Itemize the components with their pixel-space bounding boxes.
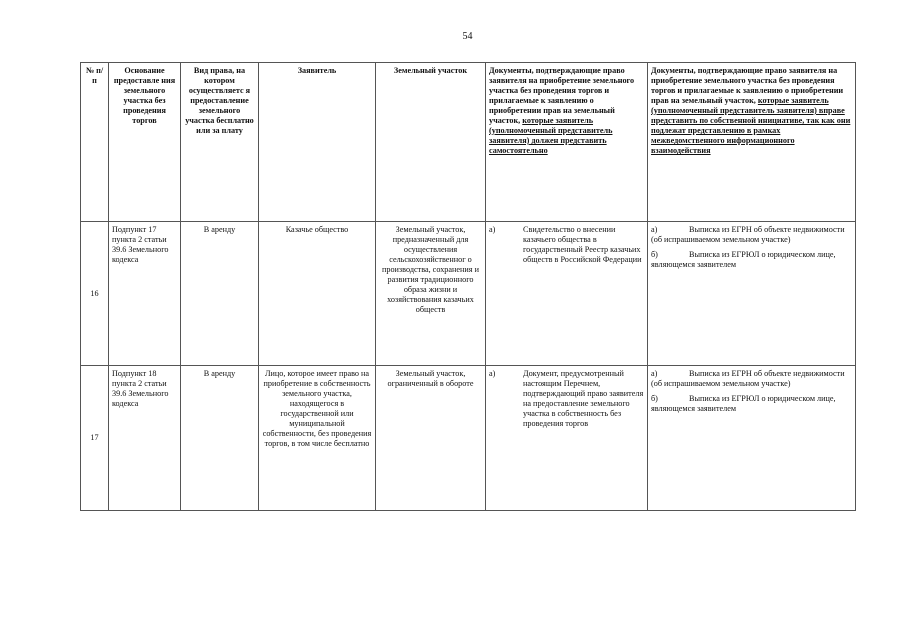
header-applicant: Заявитель [259, 63, 376, 222]
table-header-row [81, 63, 856, 222]
header-number: № п/п [81, 63, 109, 222]
header-basis: Основание предоставле ния земельного участка без проведения торгов [109, 63, 181, 222]
row-number: 16 [81, 222, 109, 366]
page-number: 54 [462, 31, 473, 42]
row-basis: Подпункт 17 пункта 2 статьи 39.6 Земельного кодекса [109, 222, 181, 366]
row-basis: Подпункт 18 пункта 2 статьи 39.6 Земельного кодекса [109, 366, 181, 511]
land-plot-documents-table [80, 62, 856, 511]
table-row [81, 222, 856, 366]
doc-item [651, 394, 852, 414]
header-right-type: Вид права, на котором осуществляетс я предоставление земельного участка бесплатно или за плату [181, 63, 259, 222]
doc-item-label: а) [489, 369, 496, 378]
row-land-plot: Земельный участок, ограниченный в обороте [376, 366, 486, 511]
row-docs-interagency [648, 222, 856, 366]
doc-item-label: а) [489, 225, 496, 234]
row-land-plot: Земельный участок, предназначенный для осуществления сельскохозяйственног о производства, сохранения и развития традиционного образа жизни и хозяйствования казачьих обществ [376, 222, 486, 366]
row-docs-own [486, 222, 648, 366]
row-docs-interagency [648, 366, 856, 511]
doc-item [489, 225, 644, 265]
header-docs-own-text: Документы, подтверждающие право заявителя на приобретение земельного участка без проведения торгов и прилагаемые к заявлению о приобретении прав на земельный участок, [489, 66, 635, 125]
doc-item-text: Выписка из ЕГРН об объекте недвижимости (об испрашиваемом земельном участке) [651, 369, 845, 388]
header-docs-own [486, 63, 648, 222]
doc-item [651, 225, 852, 245]
row-applicant: Казачье общество [259, 222, 376, 366]
doc-item-label: а) [651, 225, 658, 234]
doc-item [489, 369, 644, 429]
header-docs-interagency-text: Документы, подтверждающие право заявителя на приобретение земельного участка без проведения торгов и прилагаемые к заявлению о приобретении прав на земельный участок, [651, 66, 844, 105]
doc-item-label: б) [651, 394, 658, 403]
doc-item-text: Выписка из ЕГРН об объекте недвижимости (об испрашиваемом земельном участке) [651, 225, 845, 244]
doc-item-label: б) [651, 250, 658, 259]
doc-item-text: Свидетельство о внесении казачьего общества в государственный Реестр казачьих обществ в Российской Федерации [523, 225, 642, 264]
doc-item-text: Выписка из ЕГРЮЛ о юридическом лице, являющемся заявителем [651, 250, 836, 269]
table-row [81, 366, 856, 511]
doc-item [651, 369, 852, 389]
doc-item-text: Выписка из ЕГРЮЛ о юридическом лице, являющемся заявителем [651, 394, 836, 413]
row-right-type: В аренду [181, 222, 259, 366]
row-number: 17 [81, 366, 109, 511]
doc-item [651, 250, 852, 270]
doc-item-label: а) [651, 369, 658, 378]
row-right-type: В аренду [181, 366, 259, 511]
header-docs-own-underlined: которые заявитель (уполномоченный представитель заявителя) должен представить самостоятельно [489, 116, 613, 155]
header-land-plot: Земельный участок [376, 63, 486, 222]
header-docs-interagency-underlined: которые заявитель (уполномоченный представитель заявителя) вправе представить по собственной инициативе, так как они подлежат представлению в рамках межведомственного информационного взаимодействия [651, 96, 851, 155]
header-docs-interagency [648, 63, 856, 222]
row-docs-own [486, 366, 648, 511]
doc-item-text: Документ, предусмотренный настоящим Перечнем, подтверждающий право заявителя на предоставление земельного участка в собственность без проведения торгов [523, 369, 644, 428]
row-applicant: Лицо, которое имеет право на приобретение в собственность земельного участка, находящегося в государственной или муниципальной собственности, без проведения торгов, в том числе бесплатно [259, 366, 376, 511]
